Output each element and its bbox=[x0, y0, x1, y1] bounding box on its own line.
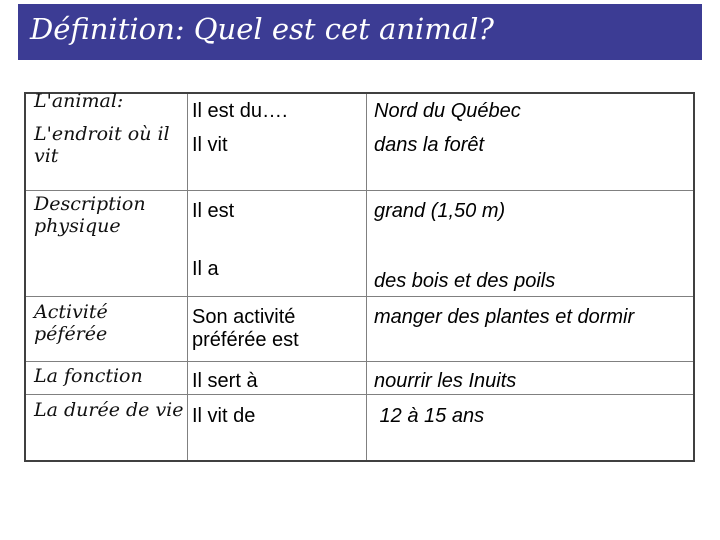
slide-title: Définition: Quel est cet animal? bbox=[30, 12, 494, 46]
phrase-endroit: Il vit bbox=[192, 134, 228, 156]
label-endroit: L'endroit où il vit bbox=[34, 123, 170, 167]
column-divider bbox=[366, 94, 367, 460]
answer-fonction: nourrir les Inuits bbox=[374, 370, 517, 392]
phrase-activite: Son activité préférée est bbox=[192, 306, 299, 351]
row-divider bbox=[26, 296, 693, 297]
answer-activite: manger des plantes et dormir bbox=[374, 306, 635, 328]
label-duree: La durée de vie bbox=[34, 399, 184, 421]
animal-definition-table bbox=[24, 92, 695, 462]
answer-duree: 12 à 15 ans bbox=[374, 405, 485, 427]
label-activite: Activité péférée bbox=[34, 301, 108, 345]
row-divider bbox=[26, 394, 693, 395]
label-animal: L'animal: bbox=[34, 90, 124, 112]
label-description: Description physique bbox=[34, 193, 146, 237]
phrase-fonction: Il sert à bbox=[192, 370, 258, 392]
answer-endroit: dans la forêt bbox=[374, 134, 485, 156]
answer-animal: Nord du Québec bbox=[374, 100, 521, 122]
phrase-duree: Il vit de bbox=[192, 405, 256, 427]
phrase-est: Il est bbox=[192, 200, 235, 222]
label-fonction: La fonction bbox=[34, 365, 143, 387]
row-divider bbox=[26, 361, 693, 362]
row-divider bbox=[26, 190, 693, 191]
phrase-animal: Il est du…. bbox=[192, 100, 288, 122]
column-divider bbox=[187, 94, 188, 460]
phrase-a: Il a bbox=[192, 258, 219, 280]
title-bar bbox=[18, 4, 702, 60]
answer-a: des bois et des poils bbox=[374, 270, 556, 292]
answer-est: grand (1,50 m) bbox=[374, 200, 506, 222]
